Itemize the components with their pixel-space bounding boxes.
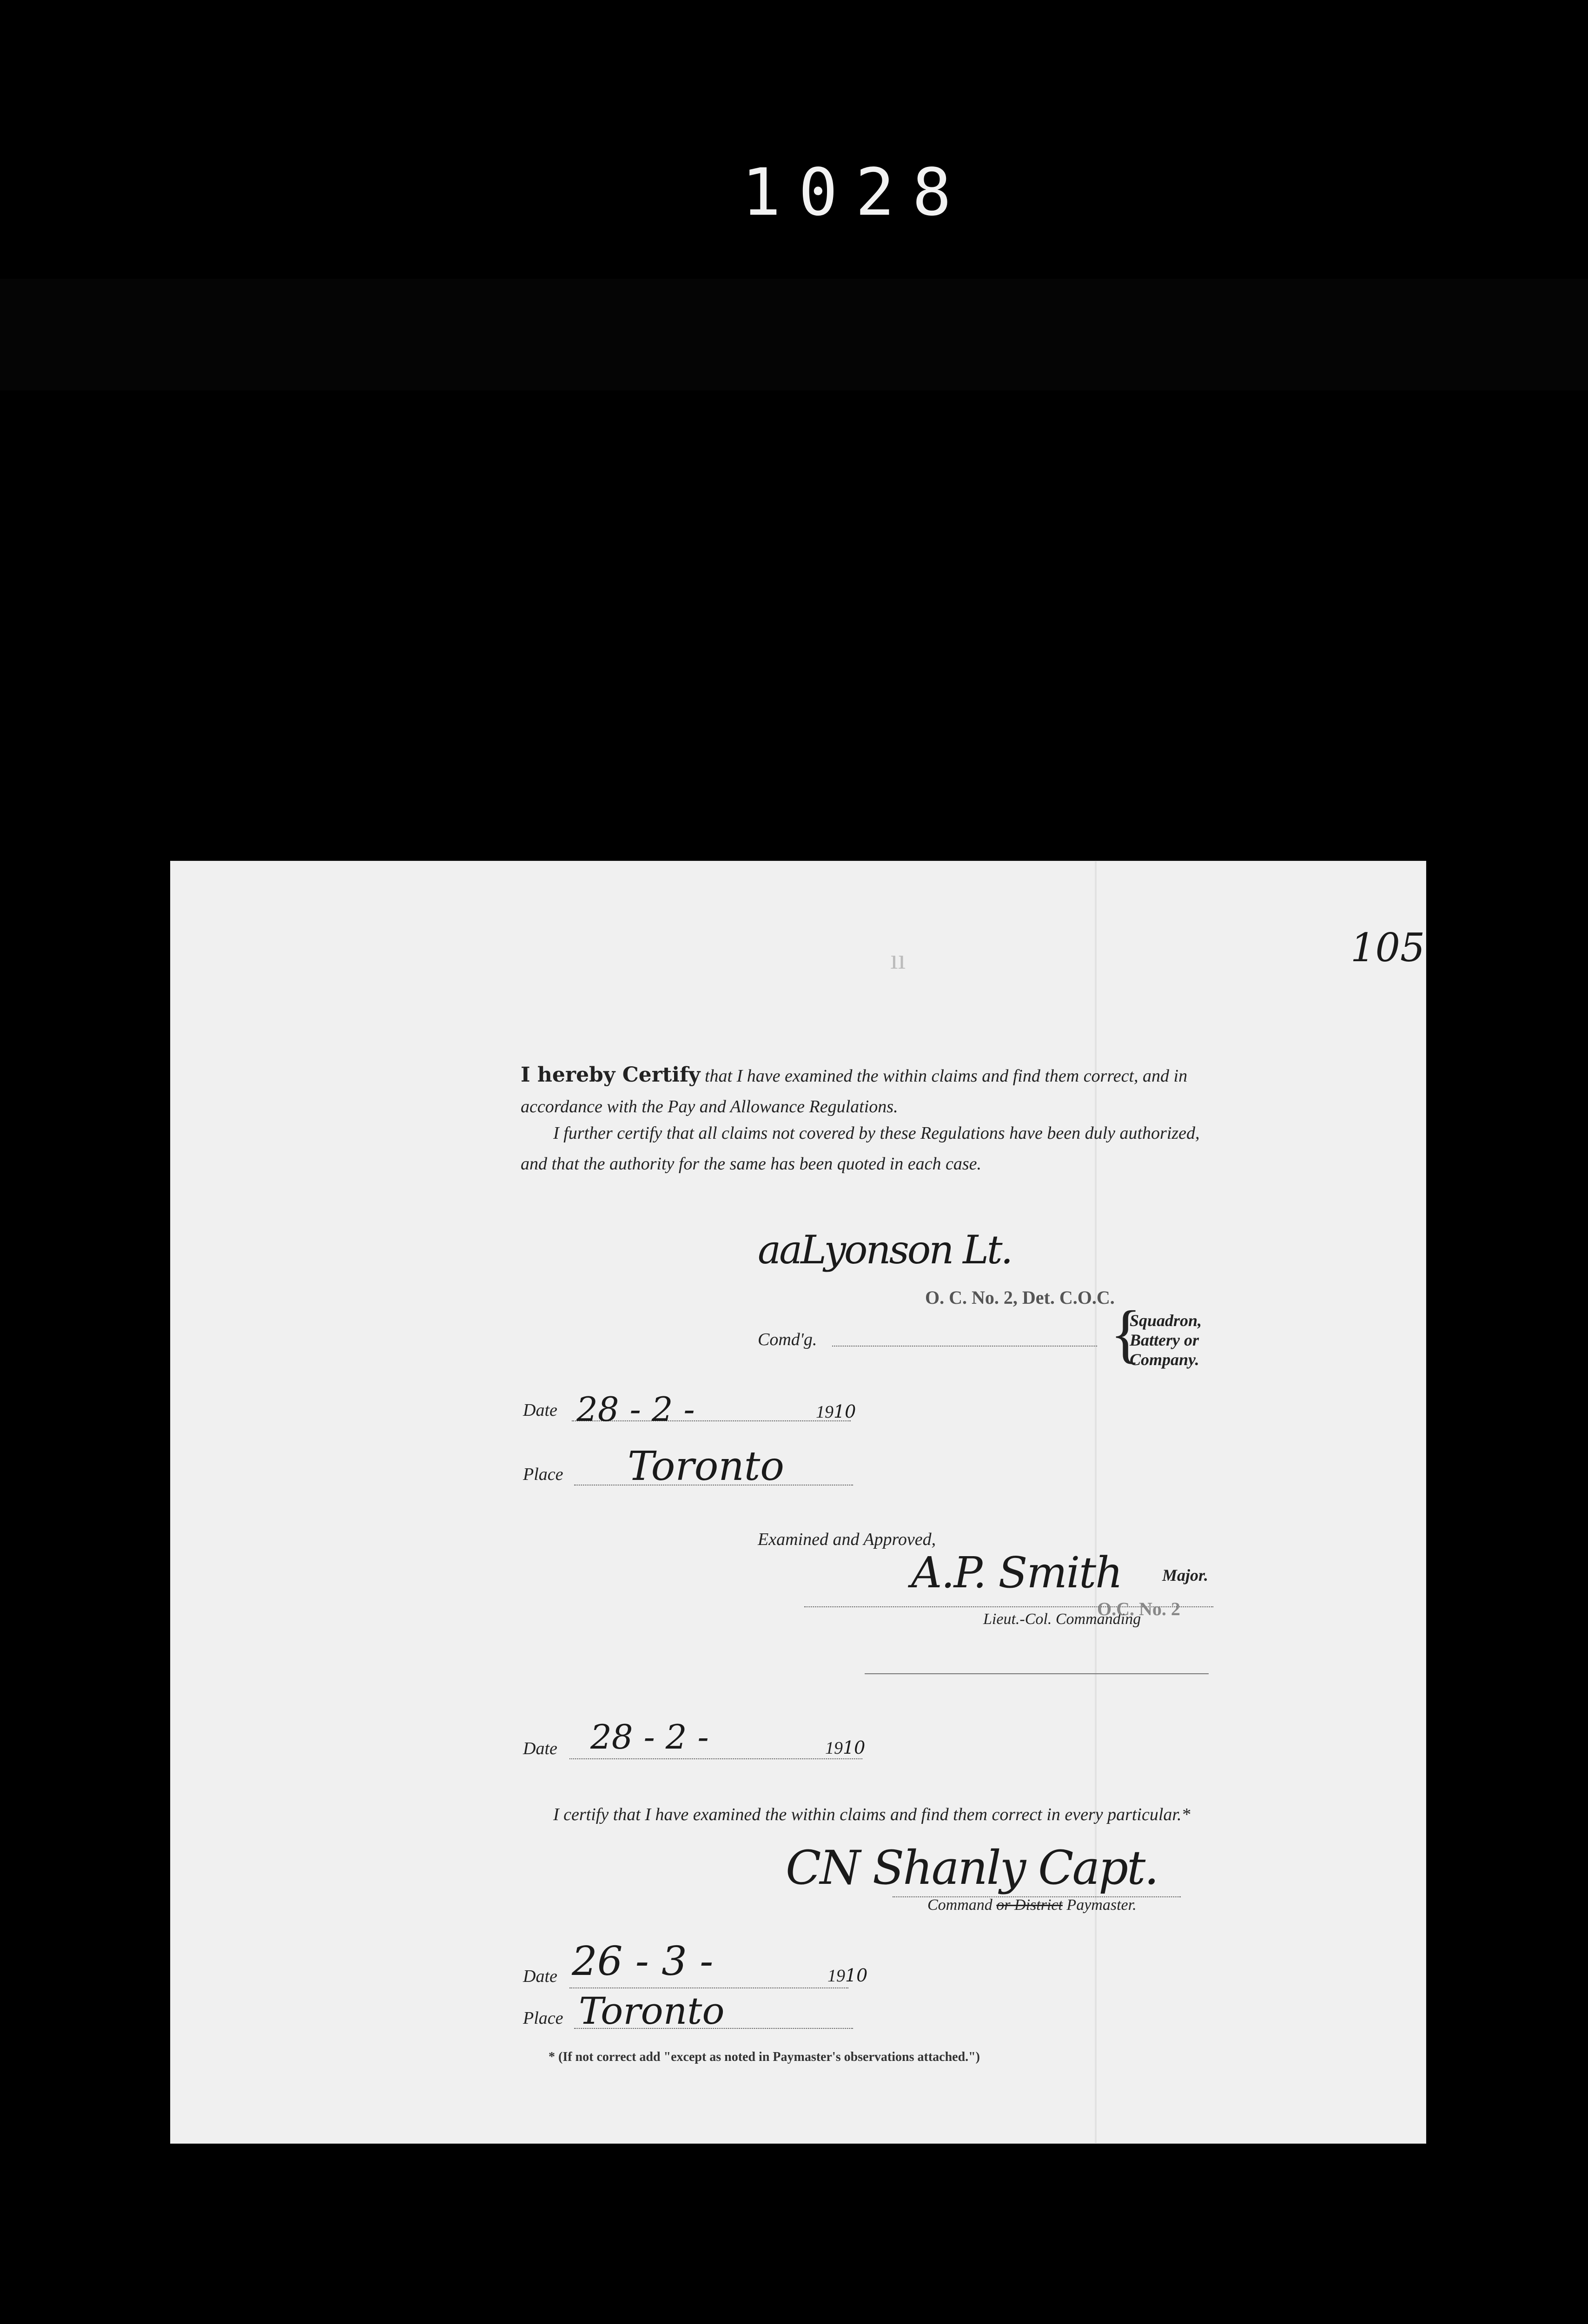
date-value: 28 - 2 - [590,1717,709,1756]
page-fold [1095,861,1097,2144]
certification-paragraph [521,1060,1218,1122]
lieut-col-label: Lieut.-Col. Commanding [983,1611,1141,1628]
brace-icon: { [1110,1298,1142,1370]
year-suffix: 10 [834,1401,856,1422]
place-value: Toronto [628,1443,785,1490]
date-year [827,1965,867,1986]
examined-approved-label: Examined and Approved, [758,1530,936,1549]
paymaster-label [927,1896,1137,1914]
year-prefix: 19 [825,1738,843,1758]
certify-heading: I hereby Certify [521,1063,701,1087]
date-label: Date [523,1967,557,1986]
footnote: * (If not correct add "except as noted in Paymaster's observations attached.") [549,2050,980,2064]
date-year [825,1737,865,1758]
paymaster-certification: I certify that I have examined the within claims and find them correct in every particular.* [553,1805,1191,1824]
microfilm-band [0,279,1588,390]
unit-option: Battery or [1130,1331,1199,1349]
place-label: Place [523,1465,563,1484]
date-value: 26 - 3 - [572,1938,714,1985]
comdg-signature-line [832,1332,1097,1347]
document-page [170,861,1426,2144]
paymaster-signature: CN Shanly Capt. [786,1841,1158,1895]
date-value: 28 - 2 - [576,1390,695,1429]
pm-label-end: Paymaster. [1066,1896,1137,1914]
unit-options [1130,1311,1260,1369]
unit-option: Squadron, [1130,1311,1202,1330]
year-suffix: 10 [845,1965,868,1986]
officer-signature: aaLyonson Lt. [758,1227,1012,1273]
frame-number: 1028 [741,155,969,231]
pm-label-start: Command [927,1896,992,1914]
pm-label-struck: or District [996,1896,1063,1914]
unit-option: Company. [1130,1350,1199,1369]
place-value: Toronto [579,1989,725,2033]
comdg-label: Comd'g. [758,1330,817,1349]
year-prefix: 19 [816,1402,834,1422]
folio-number: 105 [1350,925,1425,971]
commander-signature: A.P. Smith [911,1548,1122,1598]
oc-stamp-2: O.C. No. 2 [1097,1598,1180,1619]
oc-stamp: O. C. No. 2, Det. C.O.C. [925,1287,1115,1308]
place-label: Place [523,2008,563,2028]
date-label: Date [523,1400,557,1420]
year-prefix: 19 [827,1966,845,1986]
major-label: Major. [1162,1566,1209,1585]
paymaster-line [893,1887,1181,1897]
date-year [816,1401,856,1422]
authorization-paragraph: I further certify that all claims not covered by these Regulations have been duly authorized, and that the authority for the same has been quoted in each case. [521,1123,1200,1174]
date-label: Date [523,1739,557,1758]
pencil-mark: ıı [890,944,906,975]
year-suffix: 10 [843,1737,866,1758]
blank-line [865,1664,1209,1674]
certify-text: that I have examined the within claims and find them correct, and in accordance with the Pay and Allowance Regulations. [521,1066,1188,1116]
